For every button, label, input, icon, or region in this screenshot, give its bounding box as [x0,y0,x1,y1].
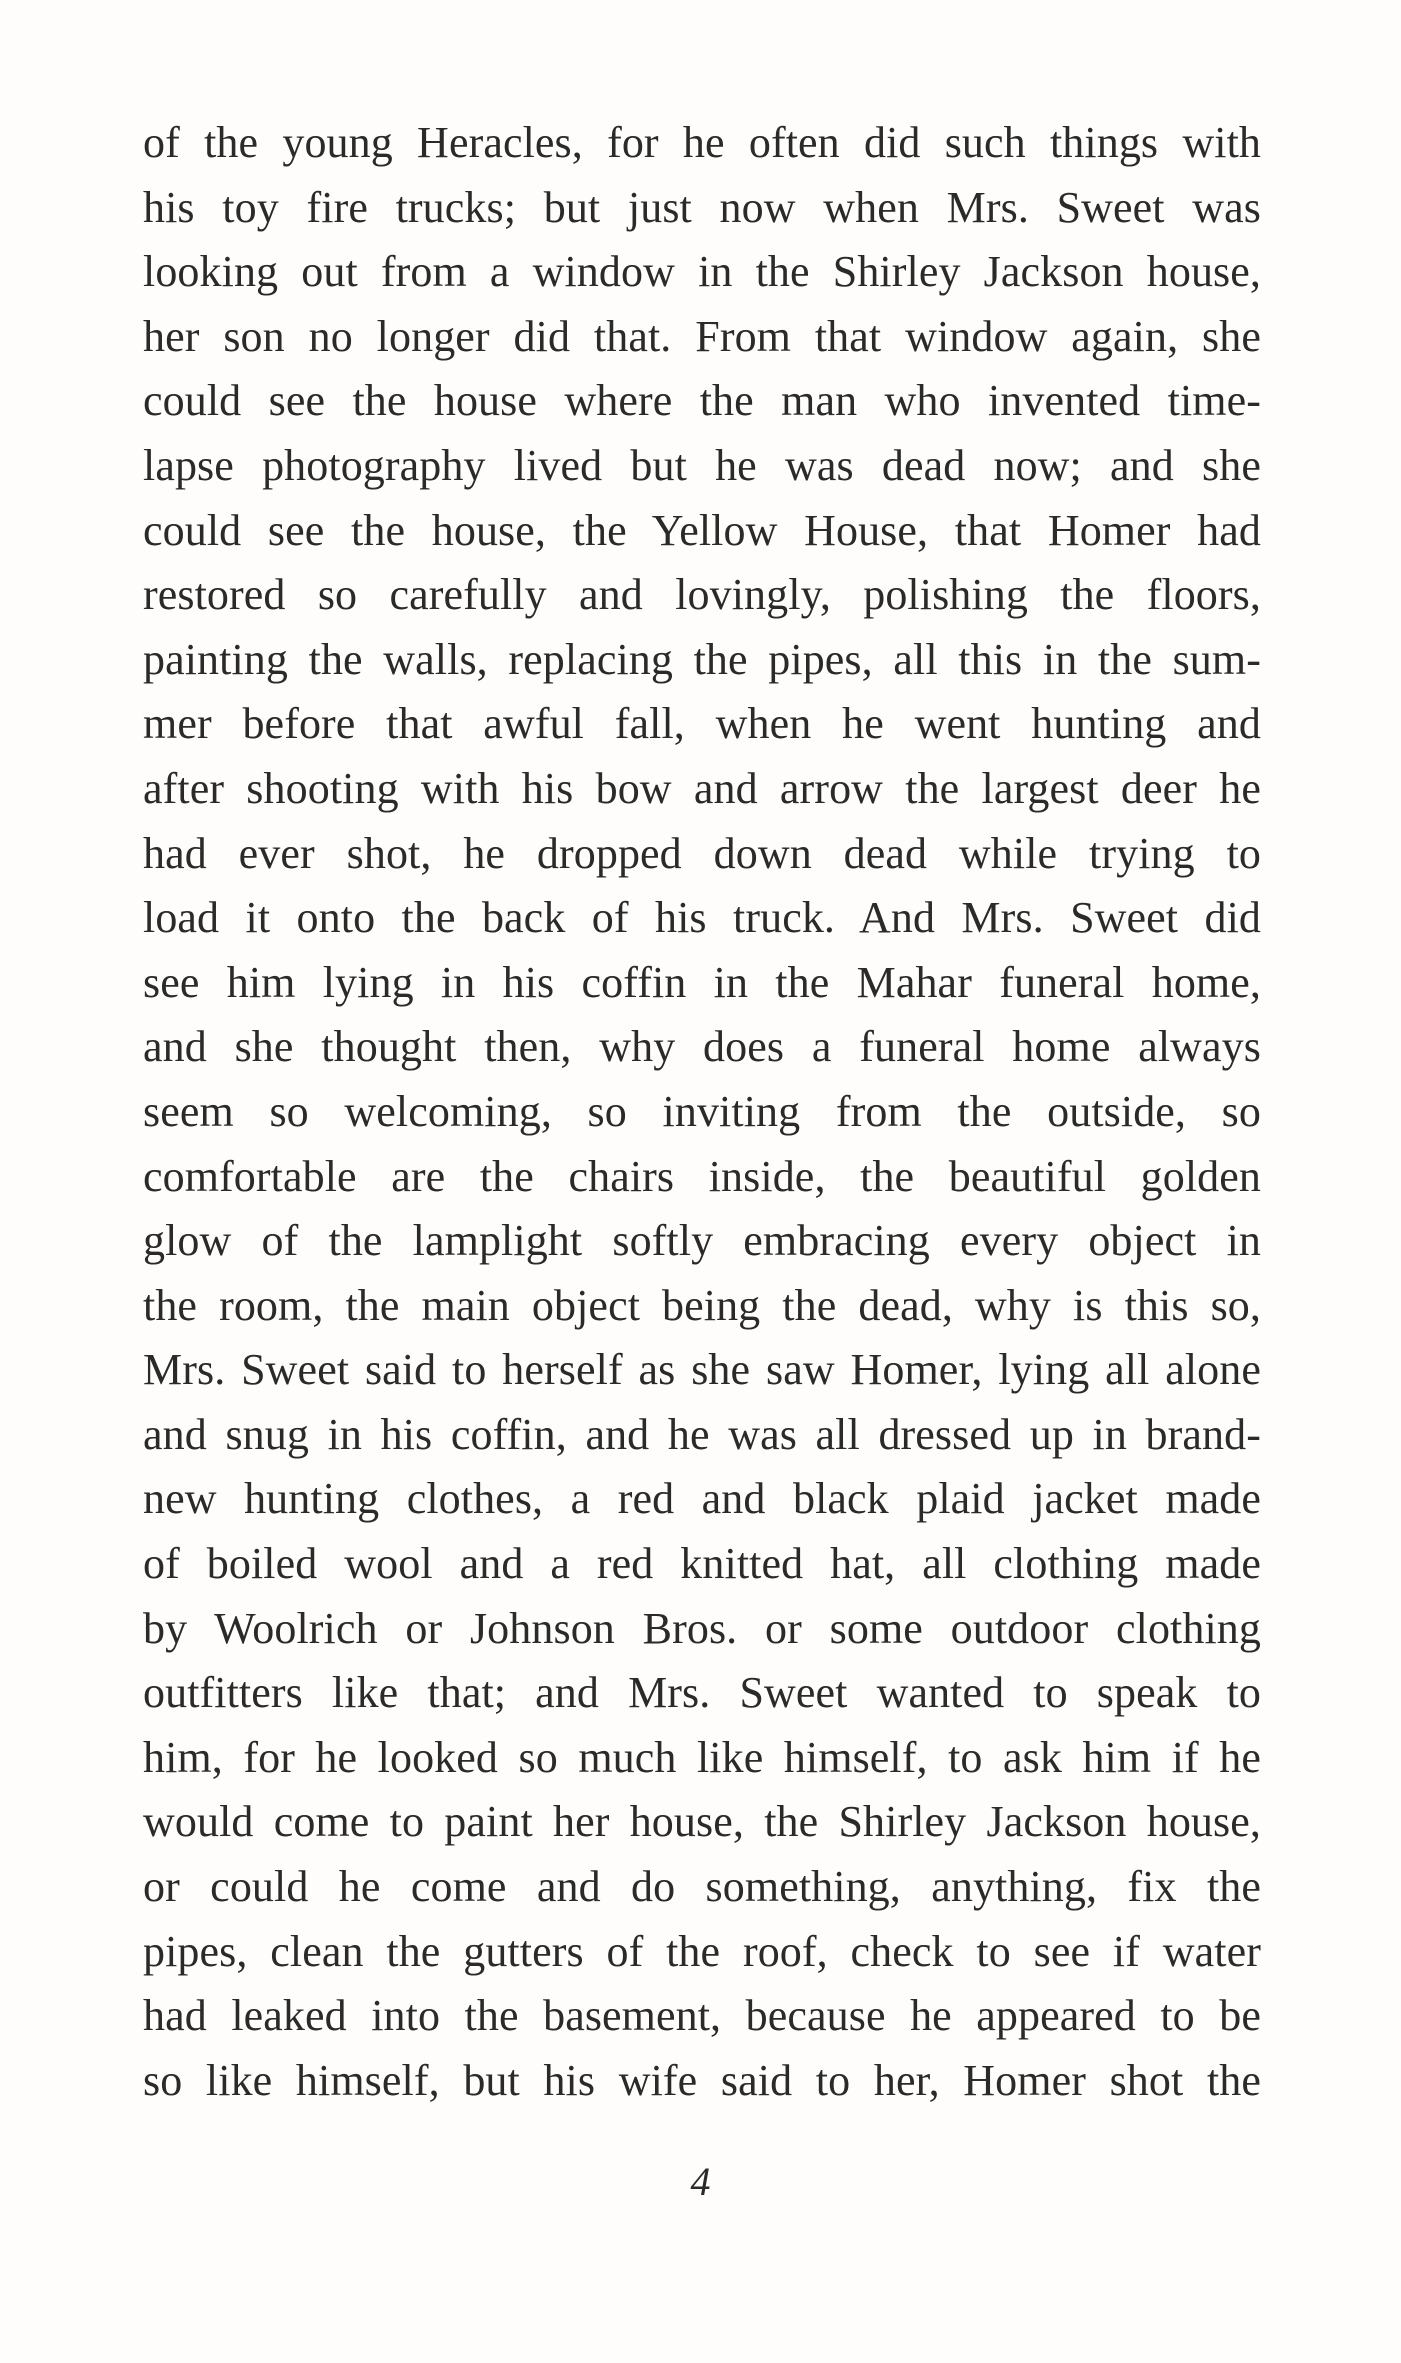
text-line: new hunting clothes, a red and black plaid jacket made [143,1474,1261,1524]
text-line: could see the house, the Yellow House, that Homer had [143,505,1261,555]
text-line: him, for he looked so much like himself, to ask him if he [143,1732,1261,1782]
text-line: the room, the main object being the dead, why is this so, [143,1280,1261,1330]
text-line: and snug in his coffin, and he was all dressed up in brand- [143,1409,1261,1459]
text-line: pipes, clean the gutters of the roof, check to see if water [143,1926,1261,1976]
text-line: painting the walls, replacing the pipes, all this in the sum- [143,634,1261,684]
text-line: had ever shot, he dropped down dead while trying to [143,828,1261,878]
text-line: glow of the lamplight softly embracing every object in [143,1216,1261,1266]
text-line: or could he come and do something, anything, fix the [143,1862,1261,1912]
text-line: lapse photography lived but he was dead now; and she [143,440,1261,490]
text-line: outfitters like that; and Mrs. Sweet wanted to speak to [143,1668,1261,1718]
text-line: by Woolrich or Johnson Bros. or some outdoor clothing [143,1603,1261,1653]
text-line: of boiled wool and a red knitted hat, all clothing made [143,1539,1261,1589]
text-line: of the young Heracles, for he often did such things with [143,118,1261,167]
page-number: 4 [690,2159,711,2204]
text-line: and she thought then, why does a funeral home always [143,1022,1261,1072]
text-line: comfortable are the chairs inside, the beautiful golden [143,1151,1261,1201]
text-line: after shooting with his bow and arrow the largest deer he [143,763,1261,813]
body-text [143,111,1261,2113]
text-line: so like himself, but his wife said to her, Homer shot the [143,2055,1261,2105]
text-line: load it onto the back of his truck. And Mrs. Sweet did [143,893,1261,943]
text-line: mer before that awful fall, when he went hunting and [143,699,1261,749]
text-line: restored so carefully and lovingly, polishing the floors, [143,570,1261,620]
text-line: see him lying in his coffin in the Mahar funeral home, [143,957,1261,1007]
text-line: his toy fire trucks; but just now when Mrs. Sweet was [143,182,1261,232]
text-line: could see the house where the man who invented time- [143,376,1261,426]
text-line: seem so welcoming, so inviting from the outside, so [143,1086,1261,1136]
text-line: her son no longer did that. From that window again, she [143,311,1261,361]
text-line: had leaked into the basement, because he appeared to be [143,1991,1261,2041]
text-line: looking out from a window in the Shirley Jackson house, [143,247,1261,297]
text-line: Mrs. Sweet said to herself as she saw Homer, lying all alone [143,1345,1261,1395]
text-line: would come to paint her house, the Shirley Jackson house, [143,1797,1261,1847]
